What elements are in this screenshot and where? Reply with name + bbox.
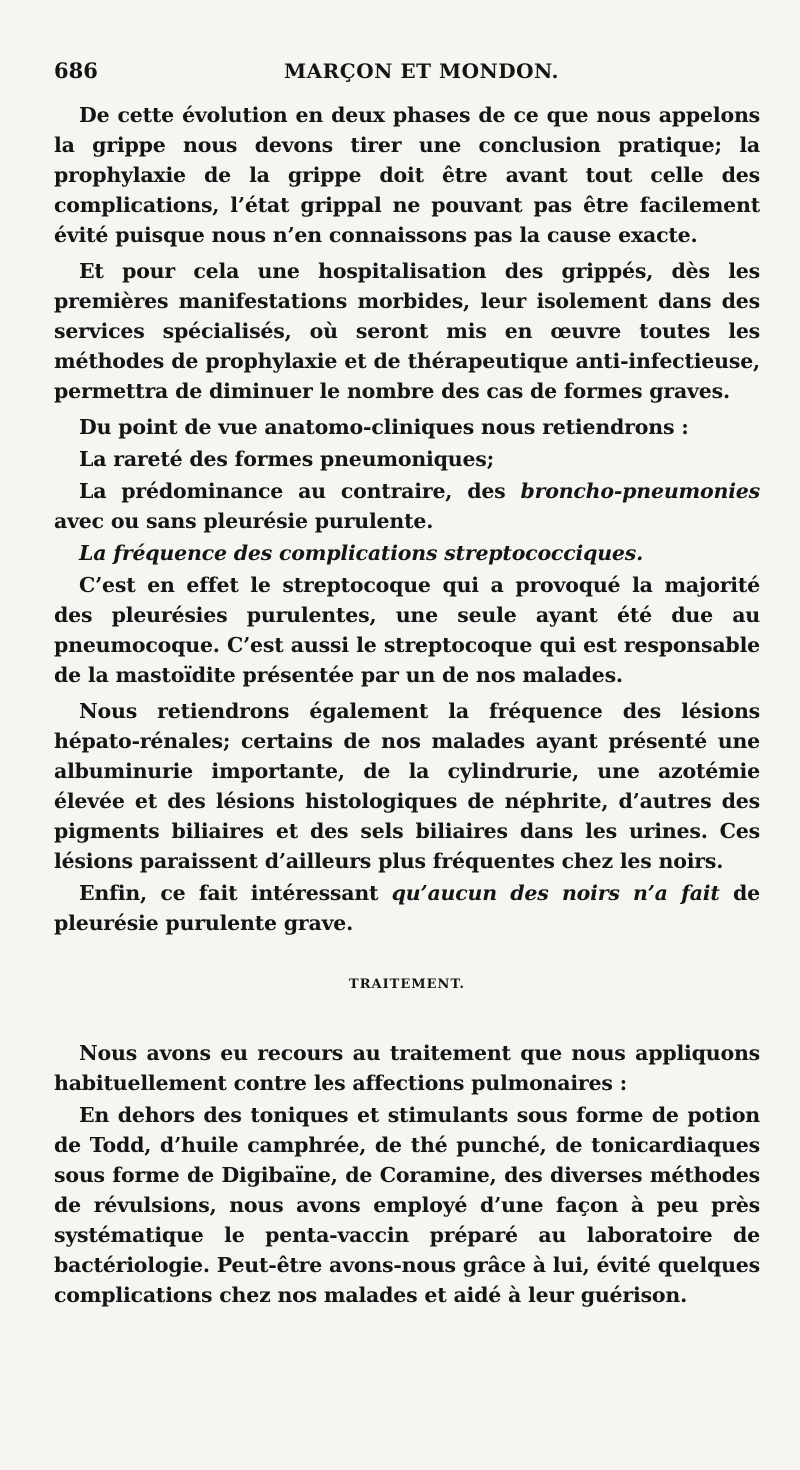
text-segment: avec ou sans pleurésie purulente. — [54, 509, 434, 533]
section-heading: TRAITEMENT. — [349, 977, 465, 992]
body-text — [54, 100, 760, 1310]
page-number: 686 — [54, 58, 98, 83]
paragraph-no-black-patients — [54, 878, 760, 938]
paragraph-treatment-intro: Nous avons eu recours au traitement que nous appliquons habituellement contre les affections pulmonaires : — [54, 1041, 760, 1095]
paragraph-hepato-renal: Nous retiendrons également la fréquence des lésions hépato-rénales; certains de nos malades ayant présenté une albuminurie importante, de la cylindrurie, une azotémie élevée et des lésions histologiques de néphrite, d’autres des pigments biliaires et des sels biliaires dans les urines. Ces lésions paraissent d’ailleurs plus fréquentes chez les noirs. — [54, 699, 760, 873]
text-segment: Enfin, ce fait intéressant — [79, 881, 392, 905]
italic-term: broncho-pneumonies — [520, 479, 760, 503]
paragraph-rarity-pneumonic: La rareté des formes pneumoniques; — [79, 447, 495, 471]
paragraph-anatomo-clinical-intro: Du point de vue anatomo-cliniques nous retiendrons : — [79, 415, 689, 439]
italic-phrase: qu’aucun des noirs n’a fait — [391, 881, 720, 905]
paragraph-streptococcus: C’est en effet le streptocoque qui a provoqué la majorité des pleurésies purulentes, une seule ayant été due au pneumocoque. C’est aussi le streptocoque qui est responsable de la mastoïdite présentée par un de nos malades. — [54, 573, 760, 687]
paragraph-treatment-details: En dehors des toniques et stimulants sous forme de potion de Todd, d’huile camphrée, de thé punché, de tonicardiaques sous forme de Digibaïne, de Coramine, des diverses méthodes de révulsions, nous avons employé d’une façon à peu près systématique le penta-vaccin préparé au laboratoire de bactériologie. Peut-être avons-nous grâce à lui, évité quelques complications chez nos malades et aidé à leur guérison. — [54, 1103, 760, 1307]
italic-heading-line: La fréquence des complications streptococciques. — [79, 541, 644, 565]
running-title: MARÇON ET MONDON. — [284, 59, 560, 83]
paragraph-streptococcal — [54, 538, 760, 568]
paragraph-conclusion: De cette évolution en deux phases de ce que nous appelons la grippe nous devons tirer une conclusion pratique; la prophylaxie de la grippe doit être avant tout celle des complications, l’état grippal ne pouvant pas être facilement évité puisque nous n’en connaissons pas la cause exacte. — [54, 103, 760, 247]
running-header — [54, 58, 760, 92]
paragraph-hospitalisation: Et pour cela une hospitalisation des grippés, dès les premières manifestations morbides, leur isolement dans des services spécialisés, où seront mis en œuvre toutes les méthodes de prophylaxie et de thérapeutique anti-infectieuse, permettra de diminuer le nombre des cas de formes graves. — [54, 259, 760, 403]
paragraph-bronchopneumonia — [54, 476, 760, 536]
text-segment: La prédominance au contraire, des — [79, 479, 521, 503]
text-segment: de pleurésie purulente grave. — [54, 881, 760, 935]
